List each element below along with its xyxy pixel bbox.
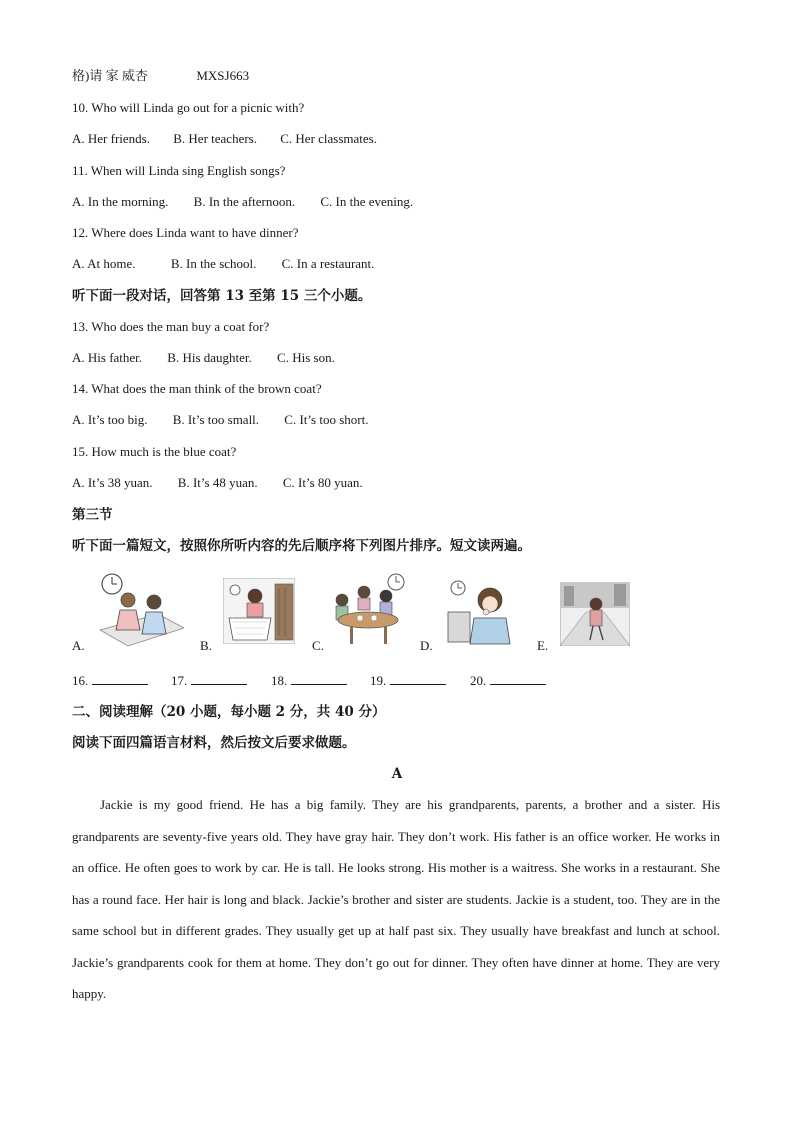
options-15 [72, 475, 363, 491]
options-11 [72, 194, 413, 210]
blank-line [191, 672, 247, 685]
picture-label-e: E. [537, 638, 549, 653]
blank-line [390, 672, 446, 685]
page-header [72, 68, 249, 84]
picture-girl-eating [446, 578, 518, 646]
question-15: 15. How much is the blue coat? [72, 444, 237, 459]
option: C. It’s 80 yuan. [282, 475, 363, 490]
answer-blank-17[interactable] [171, 672, 247, 689]
passage-label: A [391, 766, 403, 782]
section3-title: 第三节 [72, 507, 113, 523]
picture-label-a: A. [72, 638, 85, 653]
option: A. In the morning. [72, 194, 169, 209]
option: A. His father. [72, 350, 143, 365]
blank-number: 19. [370, 673, 387, 688]
section-dialogue-instruction: 听下面一段对话，回答第 13 至第 15 三个小题。 [72, 288, 372, 304]
section3-instruction: 听下面一篇短文，按照你所听内容的先后顺序将下列图片排序。短文读两遍。 [72, 538, 531, 554]
option: B. In the school. [170, 256, 257, 271]
option: B. Her teachers. [173, 131, 257, 146]
picture-family-dinner [330, 570, 410, 648]
blank-line [490, 672, 546, 685]
part2-instruction: 阅读下面四篇语言材料，然后按文后要求做题。 [72, 735, 356, 751]
picture-label-b: B. [200, 638, 212, 653]
part2-title: 二、阅读理解（20 小题，每小题 2 分，共 40 分） [72, 704, 386, 720]
picture-row [72, 566, 652, 656]
option: B. In the afternoon. [193, 194, 296, 209]
picture-label-c: C. [312, 638, 324, 653]
option: B. His daughter. [167, 350, 252, 365]
passage-a-text: Jackie is my good friend. He has a big family. They are his grandparents, parents, a brother and a sister. His grandparents are seventy-five years old. They have gray hair. They don’t work. His father is an office worker. He works in an office. He often goes to work by car. He is tall. He looks strong. His mother is a waitress. She works in a restaurant. She has a round face. Her hair is long and black. Jackie’s brother and sister are students. Jackie is a student, too. They are in the same school but in different grades. They usually get up at half past six. They usually have breakfast and lunch at school. Jackie’s grandparents cook for them at home. They don’t go out for dinner. They often have dinner at home. They are very happy. [72, 797, 720, 1001]
options-14 [72, 412, 368, 428]
picture-girls-playing [98, 570, 184, 648]
options-13 [72, 350, 335, 366]
option: C. His son. [277, 350, 335, 365]
blank-line [291, 672, 347, 685]
answer-blank-16[interactable] [72, 672, 148, 689]
picture-girl-walking [560, 582, 630, 646]
blank-number: 20. [470, 673, 487, 688]
question-12: 12. Where does Linda want to have dinner? [72, 225, 299, 240]
question-14: 14. What does the man think of the brown coat? [72, 381, 322, 396]
option: A. It’s 38 yuan. [72, 475, 153, 490]
option: C. Her classmates. [280, 131, 377, 146]
header-right: MXSJ663 [196, 68, 250, 83]
option: C. In a restaurant. [281, 256, 375, 271]
question-13: 13. Who does the man buy a coat for? [72, 319, 270, 334]
blank-line [92, 672, 148, 685]
option: B. It’s 48 yuan. [177, 475, 258, 490]
option: C. It’s too short. [284, 412, 369, 427]
answer-blank-20[interactable] [470, 672, 546, 689]
picture-restaurant-waitress [223, 578, 295, 644]
options-10 [72, 131, 377, 147]
answer-blank-18[interactable] [271, 672, 347, 689]
blank-number: 17. [171, 673, 188, 688]
blank-number: 18. [271, 673, 288, 688]
option: C. In the evening. [320, 194, 414, 209]
header-left: 格)请 家 威杏 [72, 68, 148, 83]
picture-label-d: D. [420, 638, 433, 653]
question-11: 11. When will Linda sing English songs? [72, 163, 286, 178]
blank-number: 16. [72, 673, 89, 688]
answer-blank-19[interactable] [370, 672, 446, 689]
option: A. At home. [72, 256, 136, 271]
options-12 [72, 256, 374, 272]
option: A. Her friends. [72, 131, 150, 146]
option: B. It’s too small. [172, 412, 260, 427]
option: A. It’s too big. [72, 412, 148, 427]
question-10: 10. Who will Linda go out for a picnic with? [72, 100, 305, 115]
